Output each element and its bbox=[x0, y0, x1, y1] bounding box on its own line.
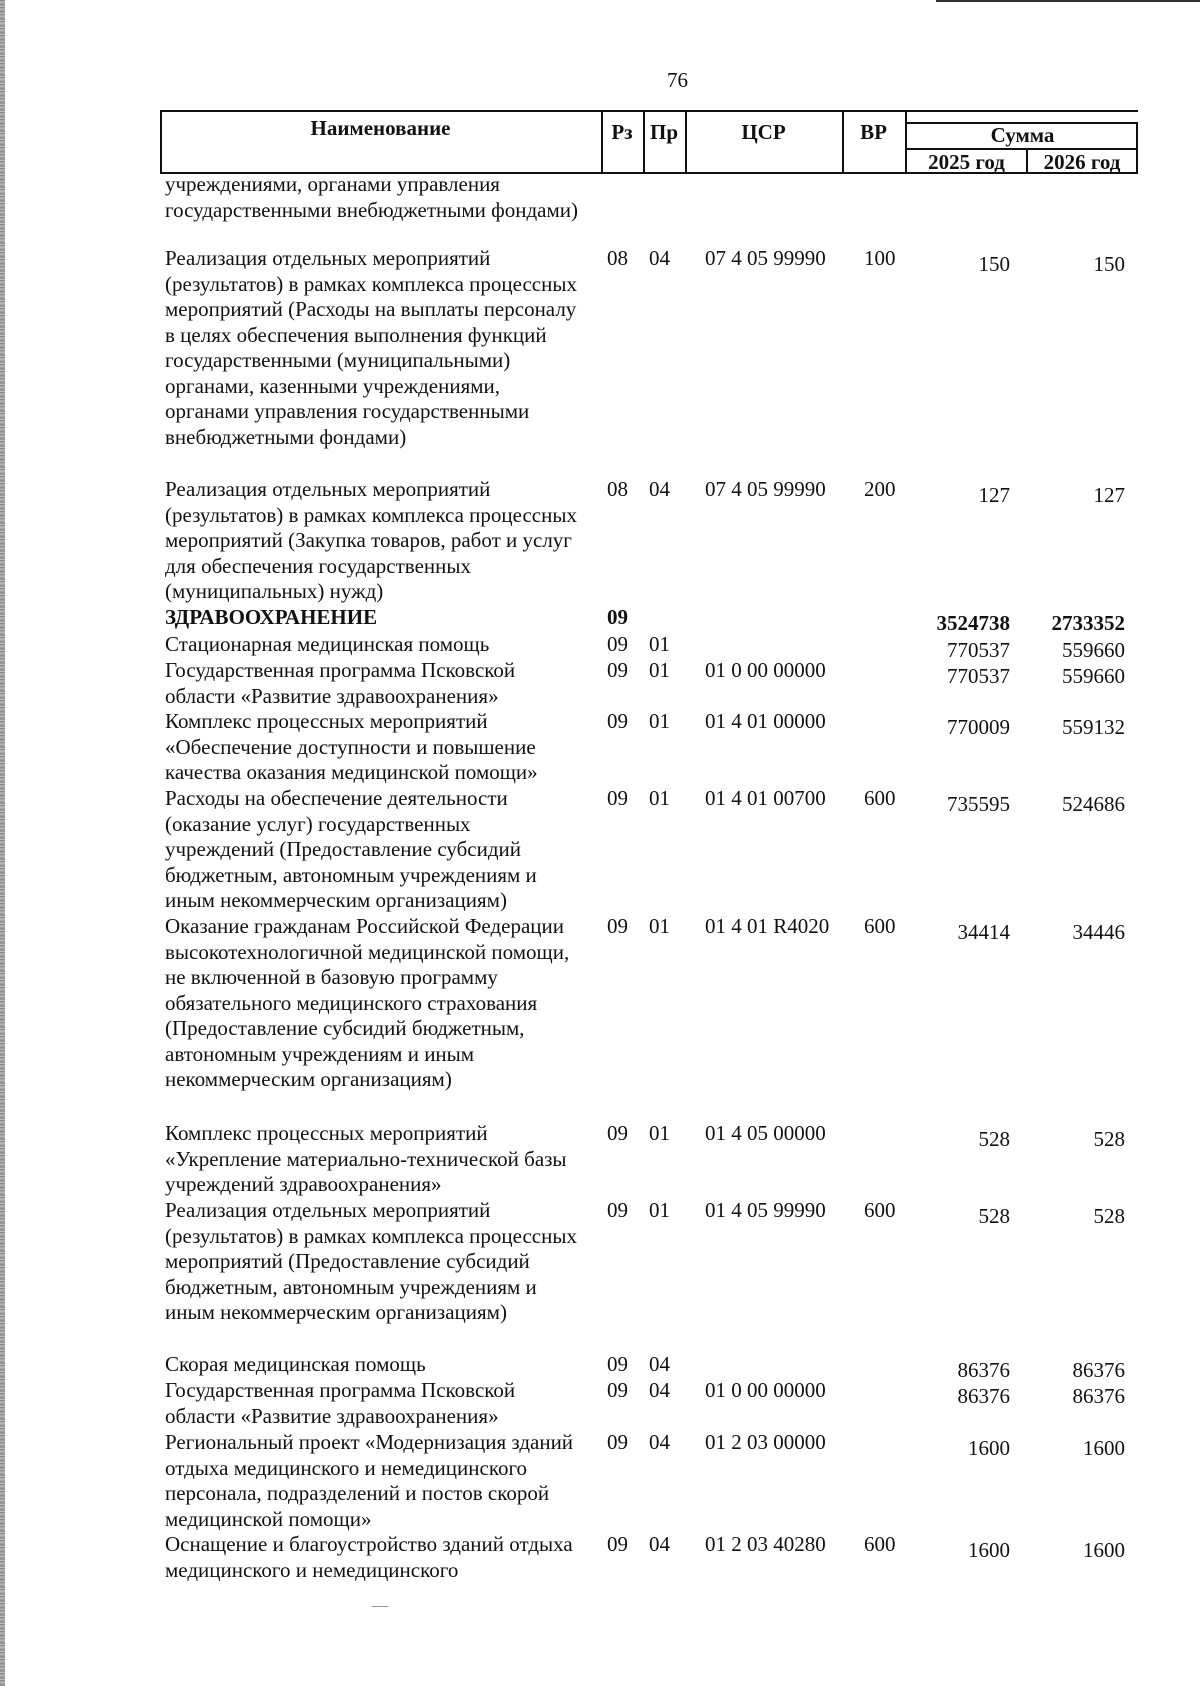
row-sum-2025: 528 bbox=[978, 1204, 1010, 1228]
row-pr: 04 bbox=[649, 477, 670, 501]
row-name: Комплекс процессных мероприятий «Укрепление материально-технической базы учреждений здравоохранения» bbox=[165, 1121, 567, 1196]
row-name: Комплекс процессных мероприятий «Обеспечение доступности и повышение качества оказания медицинской помощи» bbox=[165, 709, 538, 784]
row-pr: 04 bbox=[649, 1378, 670, 1402]
row-name: Реализация отдельных мероприятий (результатов) в рамках комплекса процессных мероприятий (Расходы на выплаты персоналу в целях обеспечения выполнения функций государственными (муниципальными) органами, казенными учреждениями, органами управления государственными внебюджетными фондами) bbox=[165, 246, 577, 449]
row-pr: 01 bbox=[649, 914, 670, 938]
row-vr: 600 bbox=[864, 786, 896, 810]
row-pr: 04 bbox=[649, 1532, 670, 1556]
row-sum-2026: 559132 bbox=[1062, 715, 1125, 739]
row-rz: 09 bbox=[607, 709, 628, 733]
row-csr: 01 0 00 00000 bbox=[705, 658, 826, 682]
row-rz: 09 bbox=[607, 1121, 628, 1145]
row-rz: 09 bbox=[607, 1198, 628, 1222]
row-name: Оснащение и благоустройство зданий отдыха медицинского и немедицинского bbox=[165, 1532, 573, 1582]
row-vr: 100 bbox=[864, 246, 896, 270]
row-pr: 01 bbox=[649, 1121, 670, 1145]
row-sum-2026: 86376 bbox=[1072, 1384, 1125, 1408]
row-pr: 01 bbox=[649, 709, 670, 733]
row-vr: 600 bbox=[864, 1198, 896, 1222]
row-csr: 01 4 01 00000 bbox=[705, 709, 826, 733]
row-name: Государственная программа Псковской области «Развитие здравоохранения» bbox=[165, 1378, 516, 1428]
row-sum-2025: 127 bbox=[978, 483, 1010, 507]
row-name: Стационарная медицинская помощь bbox=[165, 632, 490, 656]
row-name: Оказание гражданам Российской Федерации высокотехнологичной медицинской помощи, не включенной в базовую программу обязательного медицинского страхования (Предоставление субсидий бюджетным, автономным учреждениям и иным некоммерческим организациям) bbox=[165, 914, 570, 1091]
row-csr: 01 4 01 00700 bbox=[705, 786, 826, 810]
header-year-2025: 2025 год bbox=[928, 150, 1005, 174]
row-csr: 01 2 03 00000 bbox=[705, 1430, 826, 1454]
header-year-2026: 2026 год bbox=[1043, 150, 1121, 174]
row-csr: 01 2 03 40280 bbox=[705, 1532, 826, 1556]
row-vr: 600 bbox=[864, 1532, 896, 1556]
row-sum-2026: 559660 bbox=[1062, 664, 1125, 688]
header-sum: Сумма bbox=[990, 123, 1055, 147]
row-sum-2026: 2733352 bbox=[1051, 611, 1125, 635]
row-csr: 07 4 05 99990 bbox=[705, 246, 826, 270]
row-csr: 07 4 05 99990 bbox=[705, 477, 826, 501]
bottom-mark bbox=[372, 1606, 388, 1607]
page-number: 76 bbox=[667, 68, 688, 92]
row-name: Скорая медицинская помощь bbox=[165, 1352, 426, 1376]
row-rz: 09 bbox=[607, 786, 628, 810]
row-csr: 01 4 05 00000 bbox=[705, 1121, 826, 1145]
row-sum-2025: 34414 bbox=[957, 920, 1010, 944]
row-pr: 04 bbox=[649, 1352, 670, 1376]
header-rz: Рз bbox=[611, 120, 633, 144]
row-sum-2025: 770537 bbox=[947, 638, 1010, 662]
row-pr: 01 bbox=[649, 1198, 670, 1222]
row-sum-2025: 3524738 bbox=[936, 611, 1010, 635]
scan-left-edge bbox=[0, 0, 5, 1686]
row-sum-2026: 559660 bbox=[1062, 638, 1125, 662]
row-rz: 09 bbox=[607, 1378, 628, 1402]
row-pr: 01 bbox=[649, 658, 670, 682]
row-name: Региональный проект «Модернизация зданий отдыха медицинского и немедицинского персонала, подразделений и постов скорой медицинской помощи» bbox=[165, 1430, 574, 1531]
row-name: Государственная программа Псковской области «Развитие здравоохранения» bbox=[165, 658, 516, 708]
header-vr: ВР bbox=[860, 120, 887, 144]
top-rule bbox=[936, 0, 1200, 2]
row-sum-2026: 1600 bbox=[1083, 1538, 1125, 1562]
row-sum-2026: 127 bbox=[1093, 483, 1125, 507]
row-name: учреждениями, органами управления государственными внебюджетными фондами) bbox=[165, 172, 579, 222]
row-pr: 04 bbox=[649, 246, 670, 270]
row-sum-2026: 528 bbox=[1093, 1204, 1125, 1228]
row-sum-2025: 1600 bbox=[968, 1436, 1010, 1460]
row-rz: 09 bbox=[607, 658, 628, 682]
row-sum-2026: 34446 bbox=[1072, 920, 1125, 944]
row-rz: 09 bbox=[607, 914, 628, 938]
row-csr: 01 0 00 00000 bbox=[705, 1378, 826, 1402]
header-csr: ЦСР bbox=[741, 120, 786, 144]
row-sum-2025: 1600 bbox=[968, 1538, 1010, 1562]
row-vr: 200 bbox=[864, 477, 896, 501]
row-rz: 09 bbox=[607, 1352, 628, 1376]
row-sum-2025: 770537 bbox=[947, 664, 1010, 688]
row-name: ЗДРАВООХРАНЕНИЕ bbox=[165, 605, 378, 629]
row-sum-2025: 770009 bbox=[947, 715, 1010, 739]
row-rz: 09 bbox=[607, 1532, 628, 1556]
row-sum-2026: 1600 bbox=[1083, 1436, 1125, 1460]
table-header bbox=[160, 110, 1138, 174]
row-vr: 600 bbox=[864, 914, 896, 938]
row-pr: 01 bbox=[649, 786, 670, 810]
row-sum-2025: 86376 bbox=[957, 1358, 1010, 1382]
row-sum-2025: 528 bbox=[978, 1127, 1010, 1151]
row-rz: 09 bbox=[607, 605, 628, 629]
row-sum-2026: 524686 bbox=[1062, 792, 1125, 816]
row-sum-2026: 86376 bbox=[1072, 1358, 1125, 1382]
row-rz: 09 bbox=[607, 632, 628, 656]
header-name: Наименование bbox=[310, 116, 451, 140]
row-sum-2025: 150 bbox=[978, 252, 1010, 276]
row-csr: 01 4 05 99990 bbox=[705, 1198, 826, 1222]
row-csr: 01 4 01 R4020 bbox=[705, 914, 830, 938]
row-rz: 09 bbox=[607, 1430, 628, 1454]
row-name: Реализация отдельных мероприятий (результатов) в рамках комплекса процессных мероприятий (Предоставление субсидий бюджетным, автономным учреждениям и иным некоммерческим организациям) bbox=[165, 1198, 577, 1324]
row-sum-2026: 528 bbox=[1093, 1127, 1125, 1151]
row-sum-2026: 150 bbox=[1093, 252, 1125, 276]
row-name: Реализация отдельных мероприятий (результатов) в рамках комплекса процессных мероприятий (Закупка товаров, работ и услуг для обеспечения государственных (муниципальных) нужд) bbox=[165, 477, 577, 603]
header-pr: Пр bbox=[649, 120, 678, 144]
row-rz: 08 bbox=[607, 477, 628, 501]
row-sum-2025: 86376 bbox=[957, 1384, 1010, 1408]
row-pr: 04 bbox=[649, 1430, 670, 1454]
row-rz: 08 bbox=[607, 246, 628, 270]
row-sum-2025: 735595 bbox=[947, 792, 1010, 816]
row-pr: 01 bbox=[649, 632, 670, 656]
row-name: Расходы на обеспечение деятельности (оказание услуг) государственных учреждений (Предоставление субсидий бюджетным, автономным учреждениям и иным некоммерческим организациям) bbox=[165, 786, 537, 912]
